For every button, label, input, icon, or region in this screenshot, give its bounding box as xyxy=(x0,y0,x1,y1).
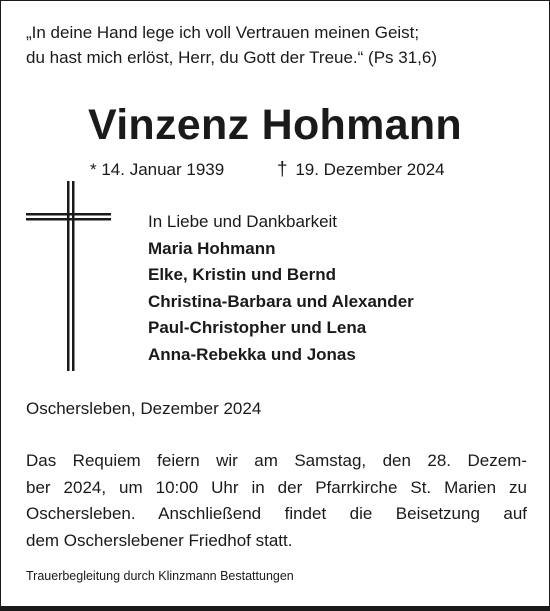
requiem-line: Oschersleben. Anschließend findet die Beisetzung auf xyxy=(26,504,527,523)
mourner-name: Paul-Christopher und Lena xyxy=(148,318,367,337)
death-symbol: † xyxy=(277,159,288,180)
mourners-list xyxy=(148,209,414,368)
requiem-line: ber 2024, um 10:00 Uhr in der Pfarrkirche St. Marien zu xyxy=(26,477,527,497)
death-date-group xyxy=(277,158,445,182)
death-date: 19. Dezember 2024 xyxy=(295,160,445,179)
deceased-name: Vinzenz Hohmann xyxy=(87,101,462,149)
quote-line: „In deine Hand lege ich voll Vertrauen meinen Geist; xyxy=(26,23,420,42)
funeral-home-credit: Trauerbegleitung durch Klinzmann Bestattungen xyxy=(26,569,294,583)
mourner-name: Anna-Rebekka und Jonas xyxy=(148,344,356,364)
bible-quote xyxy=(26,20,531,70)
mourner-name: Maria Hohmann xyxy=(148,238,276,258)
mourner-name: Christina-Barbara und Alexander xyxy=(148,291,414,311)
birth-date: * 14. Januar 1939 xyxy=(90,160,225,179)
requiem-notice xyxy=(26,448,527,554)
latin-cross-icon xyxy=(26,181,111,371)
requiem-line: Das Requiem feiern wir am Samstag, den 28. Dezem- xyxy=(26,451,527,470)
mourners-intro: In Liebe und Dankbarkeit xyxy=(148,212,338,231)
mourner-name: Elke, Kristin und Bernd xyxy=(148,265,336,284)
place-and-date: Oschersleben, Dezember 2024 xyxy=(26,399,262,418)
requiem-line: dem Oscherslebener Friedhof statt. xyxy=(26,530,293,550)
quote-line: du hast mich erlöst, Herr, du Gott der Treue.“ (Ps 31,6) xyxy=(26,48,438,67)
